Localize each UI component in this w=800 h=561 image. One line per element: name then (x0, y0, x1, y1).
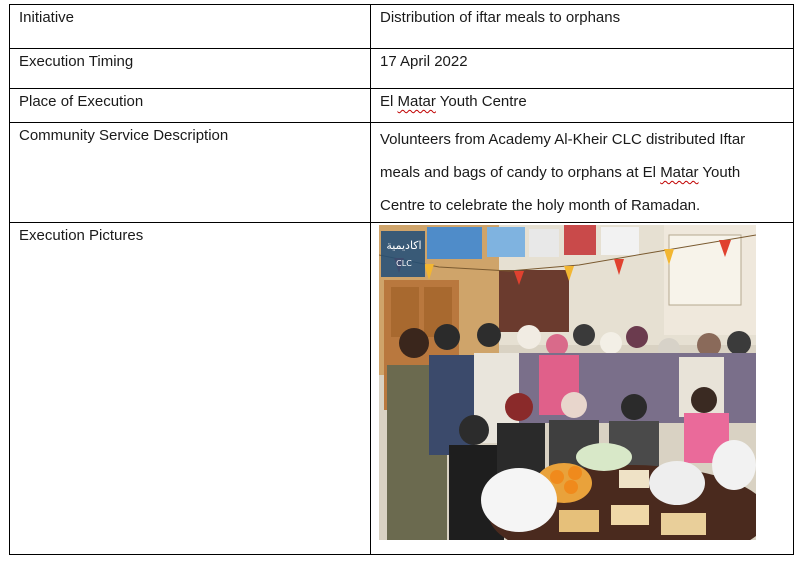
description-line-3: Centre to celebrate the holy month of Ramadan. (380, 197, 701, 214)
row-description (10, 123, 794, 223)
event-photo-illustration (379, 225, 756, 540)
description-line-2 (380, 156, 784, 189)
row-initiative (10, 5, 794, 49)
place-prefix: El (380, 93, 398, 110)
logo-overlay-text: اكاديمية (386, 239, 422, 252)
row-timing (10, 49, 794, 89)
description-line-2-prefix: meals and bags of candy to orphans at El (380, 164, 661, 181)
place-spellcheck-word: Matar (397, 93, 436, 110)
document-table (9, 4, 794, 555)
row-place (10, 89, 794, 123)
cell-initiative-label: Initiative (10, 5, 371, 49)
description-spellcheck-word: Matar (660, 164, 699, 181)
row-pictures (10, 223, 794, 555)
cell-timing-label: Execution Timing (10, 49, 371, 89)
place-suffix: Youth Centre (435, 93, 527, 110)
logo-overlay-subtext: CLC (396, 259, 412, 268)
cell-description-label: Community Service Description (10, 123, 371, 223)
description-line-1: Volunteers from Academy Al-Kheir CLC distributed Iftar (380, 131, 746, 148)
cell-place-label: Place of Execution (10, 89, 371, 123)
cell-timing-value: 17 April 2022 (371, 49, 794, 89)
cell-description-value (371, 123, 794, 223)
cell-initiative-value: Distribution of iftar meals to orphans (371, 5, 794, 49)
cell-pictures-label: Execution Pictures (10, 223, 371, 555)
cell-pictures-value (371, 223, 794, 555)
description-line-2-suffix: Youth (698, 164, 741, 181)
event-photo (379, 225, 756, 540)
cell-place-value (371, 89, 794, 123)
